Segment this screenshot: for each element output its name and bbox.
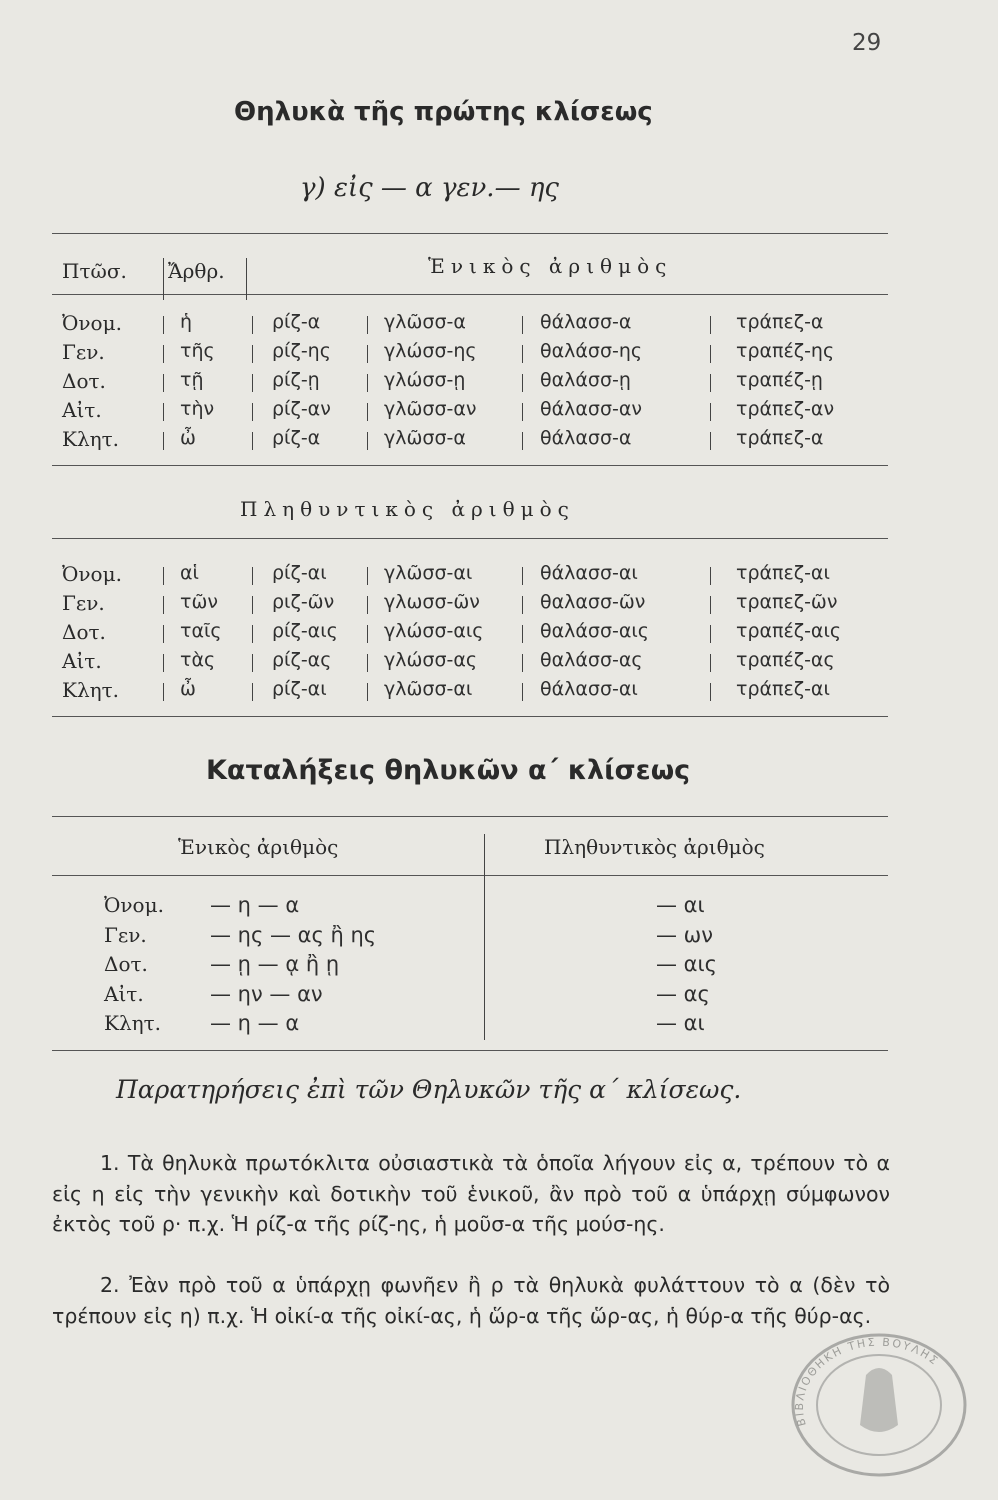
plural-column-divider [522, 625, 523, 643]
plural-case-cell: Ὀνομ. [62, 562, 122, 586]
singular-column-divider [367, 345, 368, 363]
table2-bottom-rule [52, 1050, 888, 1051]
plural-w4-cell: τραπεζ-ῶν [736, 591, 838, 613]
endings-pl-cell: — ας [656, 981, 710, 1006]
endings-sg-cell: — ῃ — ᾳ ἢ ῃ [210, 952, 340, 976]
singular-column-divider [522, 432, 523, 450]
singular-case-cell: Γεν. [62, 340, 105, 364]
singular-column-divider [522, 374, 523, 392]
singular-column-divider [252, 316, 253, 334]
singular-column-divider [522, 316, 523, 334]
table1-plural-top-rule [52, 538, 888, 539]
plural-w1-cell: ρίζ-ας [272, 649, 332, 671]
singular-column-divider [163, 432, 164, 450]
header-divider [163, 258, 164, 300]
plural-column-divider [163, 625, 164, 643]
singular-w4-cell: τράπεζ-αν [736, 398, 835, 420]
singular-w4-cell: τραπέζ-ης [736, 340, 835, 362]
endings-plural-header: Πληθυντικὸς ἀριθμὸς [544, 835, 765, 859]
plural-w3-cell: θαλασσ-ῶν [540, 591, 646, 613]
singular-column-divider [163, 345, 164, 363]
plural-w4-cell: τραπέζ-ας [736, 649, 835, 671]
plural-w4-cell: τραπέζ-αις [736, 620, 842, 642]
section-title: Θηλυκὰ τῆς πρώτης κλίσεως [234, 97, 653, 127]
plural-case-cell: Γεν. [62, 591, 105, 615]
plural-w2-cell: γλώσσ-ας [384, 649, 478, 671]
singular-w1-cell: ρίζ-ῃ [272, 369, 320, 391]
plural-column-divider [367, 596, 368, 614]
singular-column-divider [252, 403, 253, 421]
singular-column-divider [710, 316, 711, 334]
note-1-text: 1. Τὰ θηλυκὰ πρωτόκλιτα οὐσιαστικὰ τὰ ὁποῖα λήγουν εἰς α, τρέπουν τὸ α εἰς η εἰς τὴν γενικὴν καὶ δοτικὴν τοῦ ἑνικοῦ, ἂν πρὸ τοῦ α ὑπάρχῃ σύμφωνον ἐκτὸς τοῦ ρ· π.χ. Ἡ ρίζ-α τῆς ρίζ-ης, ἡ μοῦσ-α τῆς μούσ-ης. [52, 1151, 890, 1236]
singular-w1-cell: ρίζ-αν [272, 398, 331, 420]
singular-column-divider [522, 345, 523, 363]
singular-w1-cell: ρίζ-ης [272, 340, 331, 362]
singular-w4-cell: τράπεζ-α [736, 427, 824, 449]
singular-w4-cell: τραπέζ-ῃ [736, 369, 823, 391]
plural-column-divider [367, 654, 368, 672]
plural-w1-cell: ρίζ-αι [272, 562, 327, 584]
stamp-emblem [860, 1368, 898, 1432]
singular-w3-cell: θαλάσσ-ῃ [540, 369, 631, 391]
endings-case-cell: Γεν. [104, 922, 147, 947]
singular-article-cell: τῇ [180, 369, 204, 391]
singular-case-cell: Κλητ. [62, 427, 120, 451]
plural-case-cell: Κλητ. [62, 678, 120, 702]
plural-column-divider [163, 596, 164, 614]
section-subtitle: γ) εἰς — α γεν.— ης [300, 173, 559, 203]
plural-column-divider [710, 654, 711, 672]
plural-w3-cell: θάλασσ-αι [540, 562, 638, 584]
plural-w3-cell: θαλάσσ-αις [540, 620, 649, 642]
table1-bottom-rule [52, 716, 888, 717]
singular-column-divider [710, 403, 711, 421]
plural-column-divider [163, 654, 164, 672]
singular-column-divider [252, 345, 253, 363]
singular-w1-cell: ρίζ-α [272, 427, 321, 449]
plural-column-divider [163, 683, 164, 701]
plural-w2-cell: γλῶσσ-αι [384, 678, 473, 700]
singular-w2-cell: γλῶσσ-α [384, 427, 466, 449]
singular-column-divider [367, 374, 368, 392]
singular-w2-cell: γλῶσσ-αν [384, 398, 477, 420]
singular-column-divider [163, 374, 164, 392]
note-1 [52, 1148, 890, 1240]
table1-singular-bottom-rule [52, 465, 888, 466]
endings-title: Καταλήξεις θηλυκῶν α΄ κλίσεως [206, 755, 691, 786]
table2-header-rule [52, 875, 888, 876]
plural-column-divider [252, 625, 253, 643]
plural-column-divider [710, 683, 711, 701]
singular-article-cell: τὴν [180, 398, 215, 420]
endings-case-cell: Αἰτ. [104, 981, 144, 1006]
plural-column-divider [522, 683, 523, 701]
singular-column-divider [252, 432, 253, 450]
plural-w4-cell: τράπεζ-αι [736, 678, 830, 700]
singular-column-divider [367, 432, 368, 450]
plural-w2-cell: γλώσσ-αις [384, 620, 484, 642]
plural-w3-cell: θάλασσ-αι [540, 678, 638, 700]
singular-w4-cell: τράπεζ-α [736, 311, 824, 333]
plural-column-divider [710, 596, 711, 614]
endings-case-cell: Κλητ. [104, 1011, 162, 1035]
endings-pl-cell: — ων [656, 922, 713, 947]
singular-w3-cell: θαλάσσ-ης [540, 340, 643, 362]
col-case-header: Πτῶσ. [62, 259, 127, 283]
plural-w4-cell: τράπεζ-αι [736, 562, 830, 584]
plural-column-divider [367, 683, 368, 701]
plural-article-cell: αἱ [180, 562, 199, 584]
plural-header: Πληθυντικὸς ἀριθμὸς [240, 497, 575, 521]
page-number: 29 [852, 30, 882, 56]
endings-sg-cell: — ης — ας ἢ ης [210, 922, 377, 947]
singular-column-divider [710, 345, 711, 363]
singular-article-cell: ὦ [180, 427, 196, 449]
singular-column-divider [163, 403, 164, 421]
singular-column-divider [710, 432, 711, 450]
header-divider [246, 258, 247, 300]
endings-pl-cell: — αι [656, 893, 705, 917]
singular-case-cell: Ὀνομ. [62, 311, 122, 335]
note-2-text: 2. Ἐὰν πρὸ τοῦ α ὑπάρχῃ φωνῆεν ἢ ρ τὰ θηλυκὰ φυλάττουν τὸ α (δὲν τὸ τρέπουν εἰς η) π.χ. Ἡ οἰκί-α τῆς οἰκί-ας, ἡ ὥρ-α τῆς ὥρ-ας, ἡ θύρ-α τῆς θύρ-ας. [52, 1273, 890, 1328]
plural-column-divider [367, 625, 368, 643]
endings-sg-cell: — ην — αν [210, 981, 323, 1006]
plural-column-divider [522, 567, 523, 585]
plural-column-divider [252, 654, 253, 672]
singular-article-cell: ἡ [180, 311, 193, 333]
endings-pl-cell: — αι [656, 1011, 705, 1035]
stamp-text: ΒΙΒΛΙΟΘΗΚΗ ΤΗΣ ΒΟΥΛΗΣ [792, 1335, 942, 1428]
singular-w3-cell: θάλασσ-α [540, 427, 632, 449]
plural-w1-cell: ριζ-ῶν [272, 591, 335, 613]
plural-article-cell: ταῖς [180, 620, 222, 642]
endings-sg-cell: — η — α [210, 893, 300, 917]
plural-column-divider [252, 596, 253, 614]
singular-column-divider [367, 403, 368, 421]
endings-pl-cell: — αις [656, 952, 717, 976]
singular-header: Ἑνικὸς ἀριθμὸς [428, 254, 673, 278]
table2-divider [484, 834, 485, 1040]
singular-column-divider [710, 374, 711, 392]
notes-title: Παρατηρήσεις ἐπὶ τῶν Θηλυκῶν τῆς α΄ κλίσεως. [116, 1075, 742, 1104]
col-article-header: Ἄρθρ. [168, 259, 225, 283]
plural-column-divider [252, 567, 253, 585]
singular-w3-cell: θάλασσ-αν [540, 398, 642, 420]
plural-article-cell: τὰς [180, 649, 216, 671]
plural-column-divider [522, 596, 523, 614]
singular-column-divider [522, 403, 523, 421]
plural-w3-cell: θαλάσσ-ας [540, 649, 643, 671]
endings-case-cell: Ὀνομ. [104, 893, 164, 917]
plural-column-divider [367, 567, 368, 585]
plural-w1-cell: ρίζ-αις [272, 620, 338, 642]
library-stamp [786, 1330, 972, 1480]
plural-article-cell: τῶν [180, 591, 218, 613]
singular-w2-cell: γλῶσσ-α [384, 311, 466, 333]
singular-case-cell: Αἰτ. [62, 398, 102, 422]
table1-top-rule [52, 233, 888, 234]
singular-w2-cell: γλώσσ-ῃ [384, 369, 466, 391]
singular-article-cell: τῆς [180, 340, 215, 362]
plural-w1-cell: ρίζ-αι [272, 678, 327, 700]
plural-article-cell: ὦ [180, 678, 196, 700]
plural-case-cell: Αἰτ. [62, 649, 102, 673]
singular-case-cell: Δοτ. [62, 369, 106, 393]
plural-w2-cell: γλωσσ-ῶν [384, 591, 480, 613]
endings-sg-cell: — η — α [210, 1011, 300, 1035]
plural-column-divider [710, 567, 711, 585]
singular-w1-cell: ρίζ-α [272, 311, 321, 333]
endings-case-cell: Δοτ. [104, 952, 148, 976]
plural-case-cell: Δοτ. [62, 620, 106, 644]
plural-column-divider [252, 683, 253, 701]
singular-column-divider [367, 316, 368, 334]
singular-w3-cell: θάλασσ-α [540, 311, 632, 333]
note-2 [52, 1270, 890, 1331]
plural-column-divider [522, 654, 523, 672]
table1-header-rule [52, 294, 888, 295]
plural-column-divider [710, 625, 711, 643]
endings-singular-header: Ἑνικὸς ἀριθμὸς [178, 835, 339, 859]
singular-column-divider [252, 374, 253, 392]
plural-column-divider [163, 567, 164, 585]
plural-w2-cell: γλῶσσ-αι [384, 562, 473, 584]
singular-column-divider [163, 316, 164, 334]
singular-w2-cell: γλώσσ-ης [384, 340, 477, 362]
table2-top-rule [52, 816, 888, 817]
